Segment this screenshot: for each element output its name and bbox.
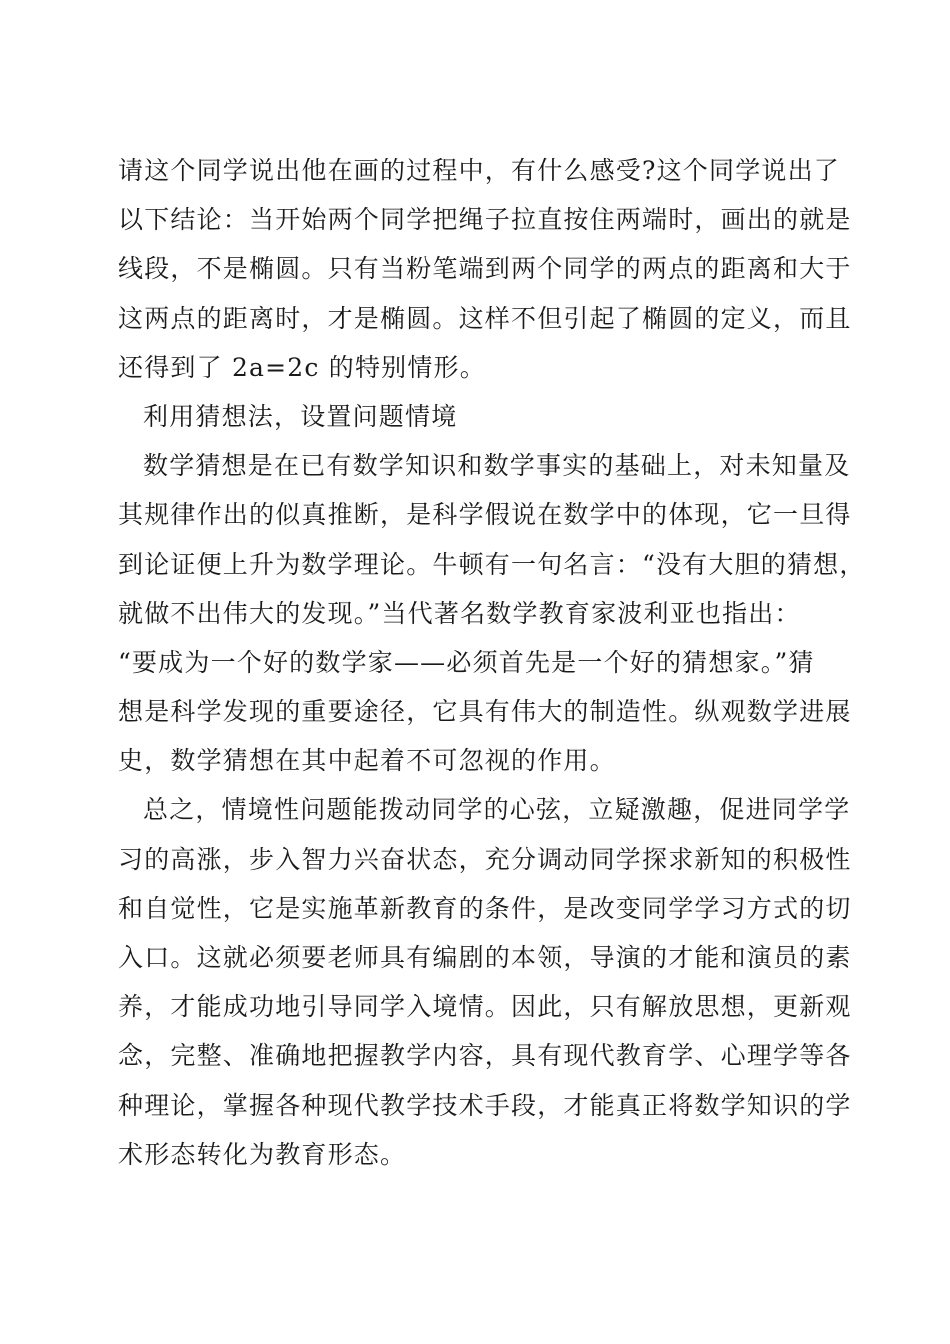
text-line: 还得到了 2a=2c 的特别情形。 <box>118 352 486 382</box>
text-line: 线段，不是椭圆。只有当粉笔端到两个同学的两点的距离和大于 <box>118 254 852 284</box>
text-line: 请这个同学说出他在画的过程中，有什么感受?这个同学说出了 <box>118 156 841 185</box>
text-line: 念，完整、准确地把握教学内容，具有现代教育学、心理学等各 <box>118 1041 852 1071</box>
text-line: 到论证便上升为数学理论。牛顿有一句名言：“没有大胆的猜想， <box>118 549 866 579</box>
text-line: 种理论，掌握各种现代教学技术手段，才能真正将数学知识的学 <box>118 1090 852 1120</box>
text-line: 术形态转化为教育形态。 <box>118 1139 407 1169</box>
text-line: 以下结论：当开始两个同学把绳子拉直按住两端时，画出的就是 <box>118 205 852 235</box>
section-heading: 利用猜想法，设置问题情境 <box>143 401 458 431</box>
text-line: 想是科学发现的重要途径，它具有伟大的制造性。纵观数学进展 <box>118 697 852 727</box>
text-line: 习的高涨，步入智力兴奋状态，充分调动同学探求新知的积极性 <box>118 844 852 874</box>
text-line: 这两点的距离时，才是椭圆。这样不但引起了椭圆的定义，而且 <box>118 303 852 333</box>
document-body <box>118 146 866 1179</box>
text-line: 就做不出伟大的发现。”当代著名数学教育家波利亚也指出： <box>118 598 801 628</box>
text-line: 其规律作出的似真推断，是科学假说在数学中的体现，它一旦得 <box>118 500 852 530</box>
text-line: “要成为一个好的数学家——必须首先是一个好的猜想家。”猜 <box>118 647 815 677</box>
text-line: 数学猜想是在已有数学知识和数学事实的基础上，对未知量及 <box>143 451 851 481</box>
text-line: 和自觉性，它是实施革新教育的条件，是改变同学学习方式的切 <box>118 893 852 923</box>
text-line: 入口。这就必须要老师具有编剧的本领，导演的才能和演员的素 <box>118 943 852 972</box>
text-line: 总之，情境性问题能拨动同学的心弦，立疑激趣，促进同学学 <box>143 795 851 825</box>
text-line: 史，数学猜想在其中起着不可忽视的作用。 <box>118 746 616 776</box>
text-line: 养，才能成功地引导同学入境情。因此，只有解放思想，更新观 <box>118 992 852 1022</box>
